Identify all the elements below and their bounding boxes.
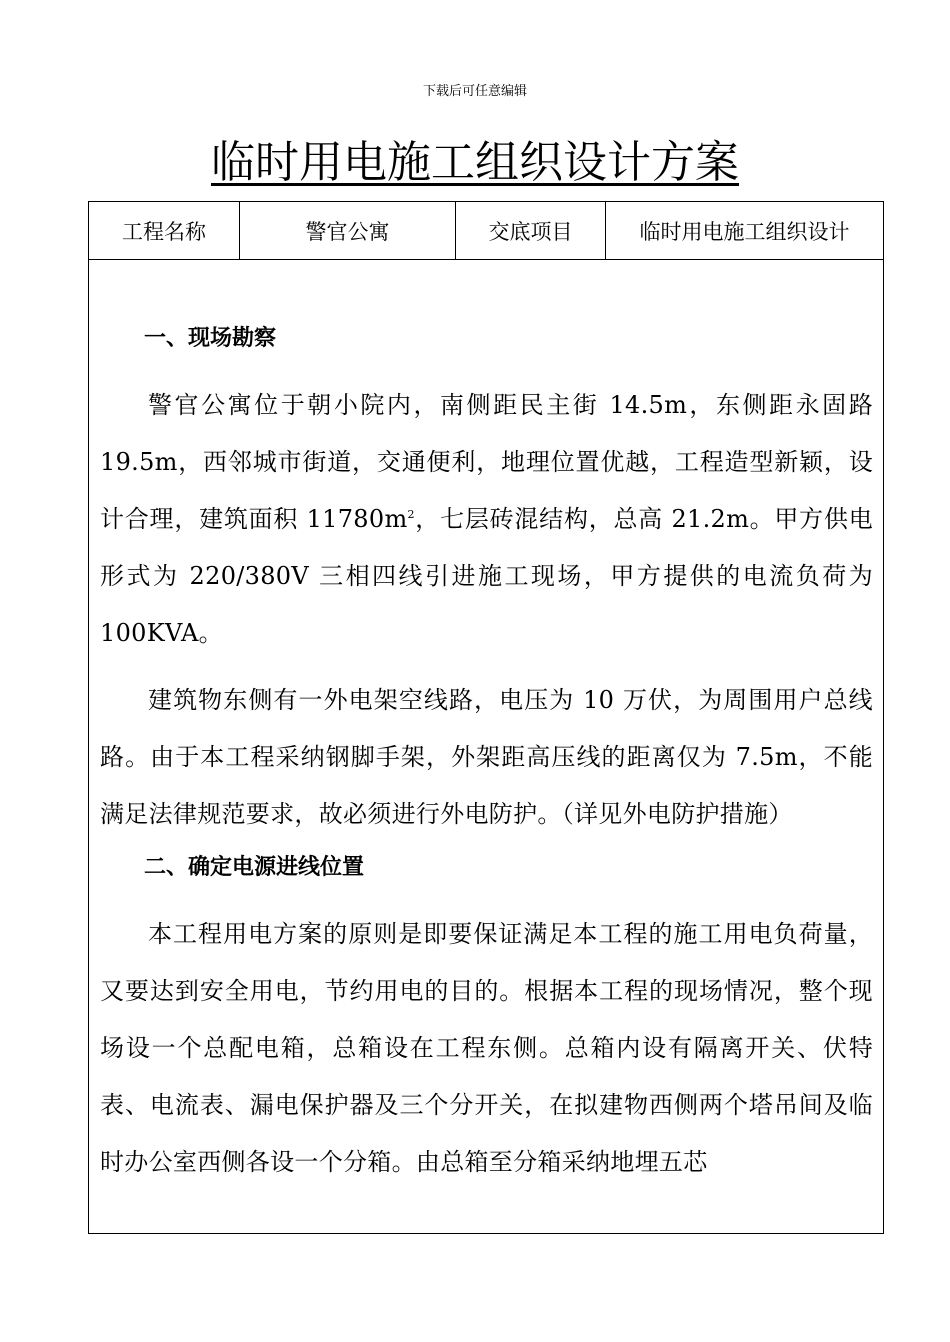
paragraph-site-overview-part2: ，七层砖混结构，总高 21.2m。甲方供电形式为 220/380V 三相四线引进施工现场，甲方提供的电流负荷为 100KVA。 bbox=[100, 505, 874, 647]
section-heading-site-survey: 一、现场勘察 bbox=[144, 326, 277, 351]
briefing-item-label: 交底项目 bbox=[456, 202, 606, 259]
superscript-square: 2 bbox=[407, 508, 415, 521]
project-name-value: 警官公寓 bbox=[240, 202, 456, 259]
paragraph-power-plan: 本工程用电方案的原则是即要保证满足本工程的施工用电负荷量，又要达到安全用电，节约用电的目的。根据本工程的现场情况，整个现场设一个总配电箱，总箱设在工程东侧。总箱内设有隔离开关、伏特表、电流表、漏电保护器及三个分开关，在拟建物西侧两个塔吊间及临时办公室西侧各设一个分箱。由总箱至分箱采纳地埋五芯 bbox=[100, 920, 873, 1176]
paragraph-site-overview bbox=[100, 377, 873, 662]
paragraph-external-power-line: 建筑物东侧有一外电架空线路，电压为 10 万伏，为周围用户总线路。由于本工程采纳钢脚手架，外架距高压线的距离仅为 7.5m，不能满足法律规范要求，故必须进行外电防护。（详见外电防护措施） bbox=[100, 686, 873, 828]
section-heading-power-inlet: 二、确定电源进线位置 bbox=[144, 855, 365, 880]
briefing-item-value: 临时用电施工组织设计 bbox=[639, 219, 850, 244]
document-title: 临时用电施工组织设计方案 bbox=[211, 137, 739, 188]
header-note: 下载后可任意编辑 bbox=[422, 84, 527, 99]
document-body bbox=[89, 260, 883, 1191]
project-name-label: 工程名称 bbox=[89, 202, 240, 259]
project-info-row bbox=[89, 202, 883, 260]
document-table bbox=[88, 201, 884, 1234]
paragraph-site-overview-part1: 警官公寓位于朝小院内，南侧距民主街 14.5m，东侧距永固路 19.5m，西邻城市街道，交通便利，地理位置优越，工程造型新颖，设计合理，建筑面积 11780m bbox=[100, 391, 873, 533]
